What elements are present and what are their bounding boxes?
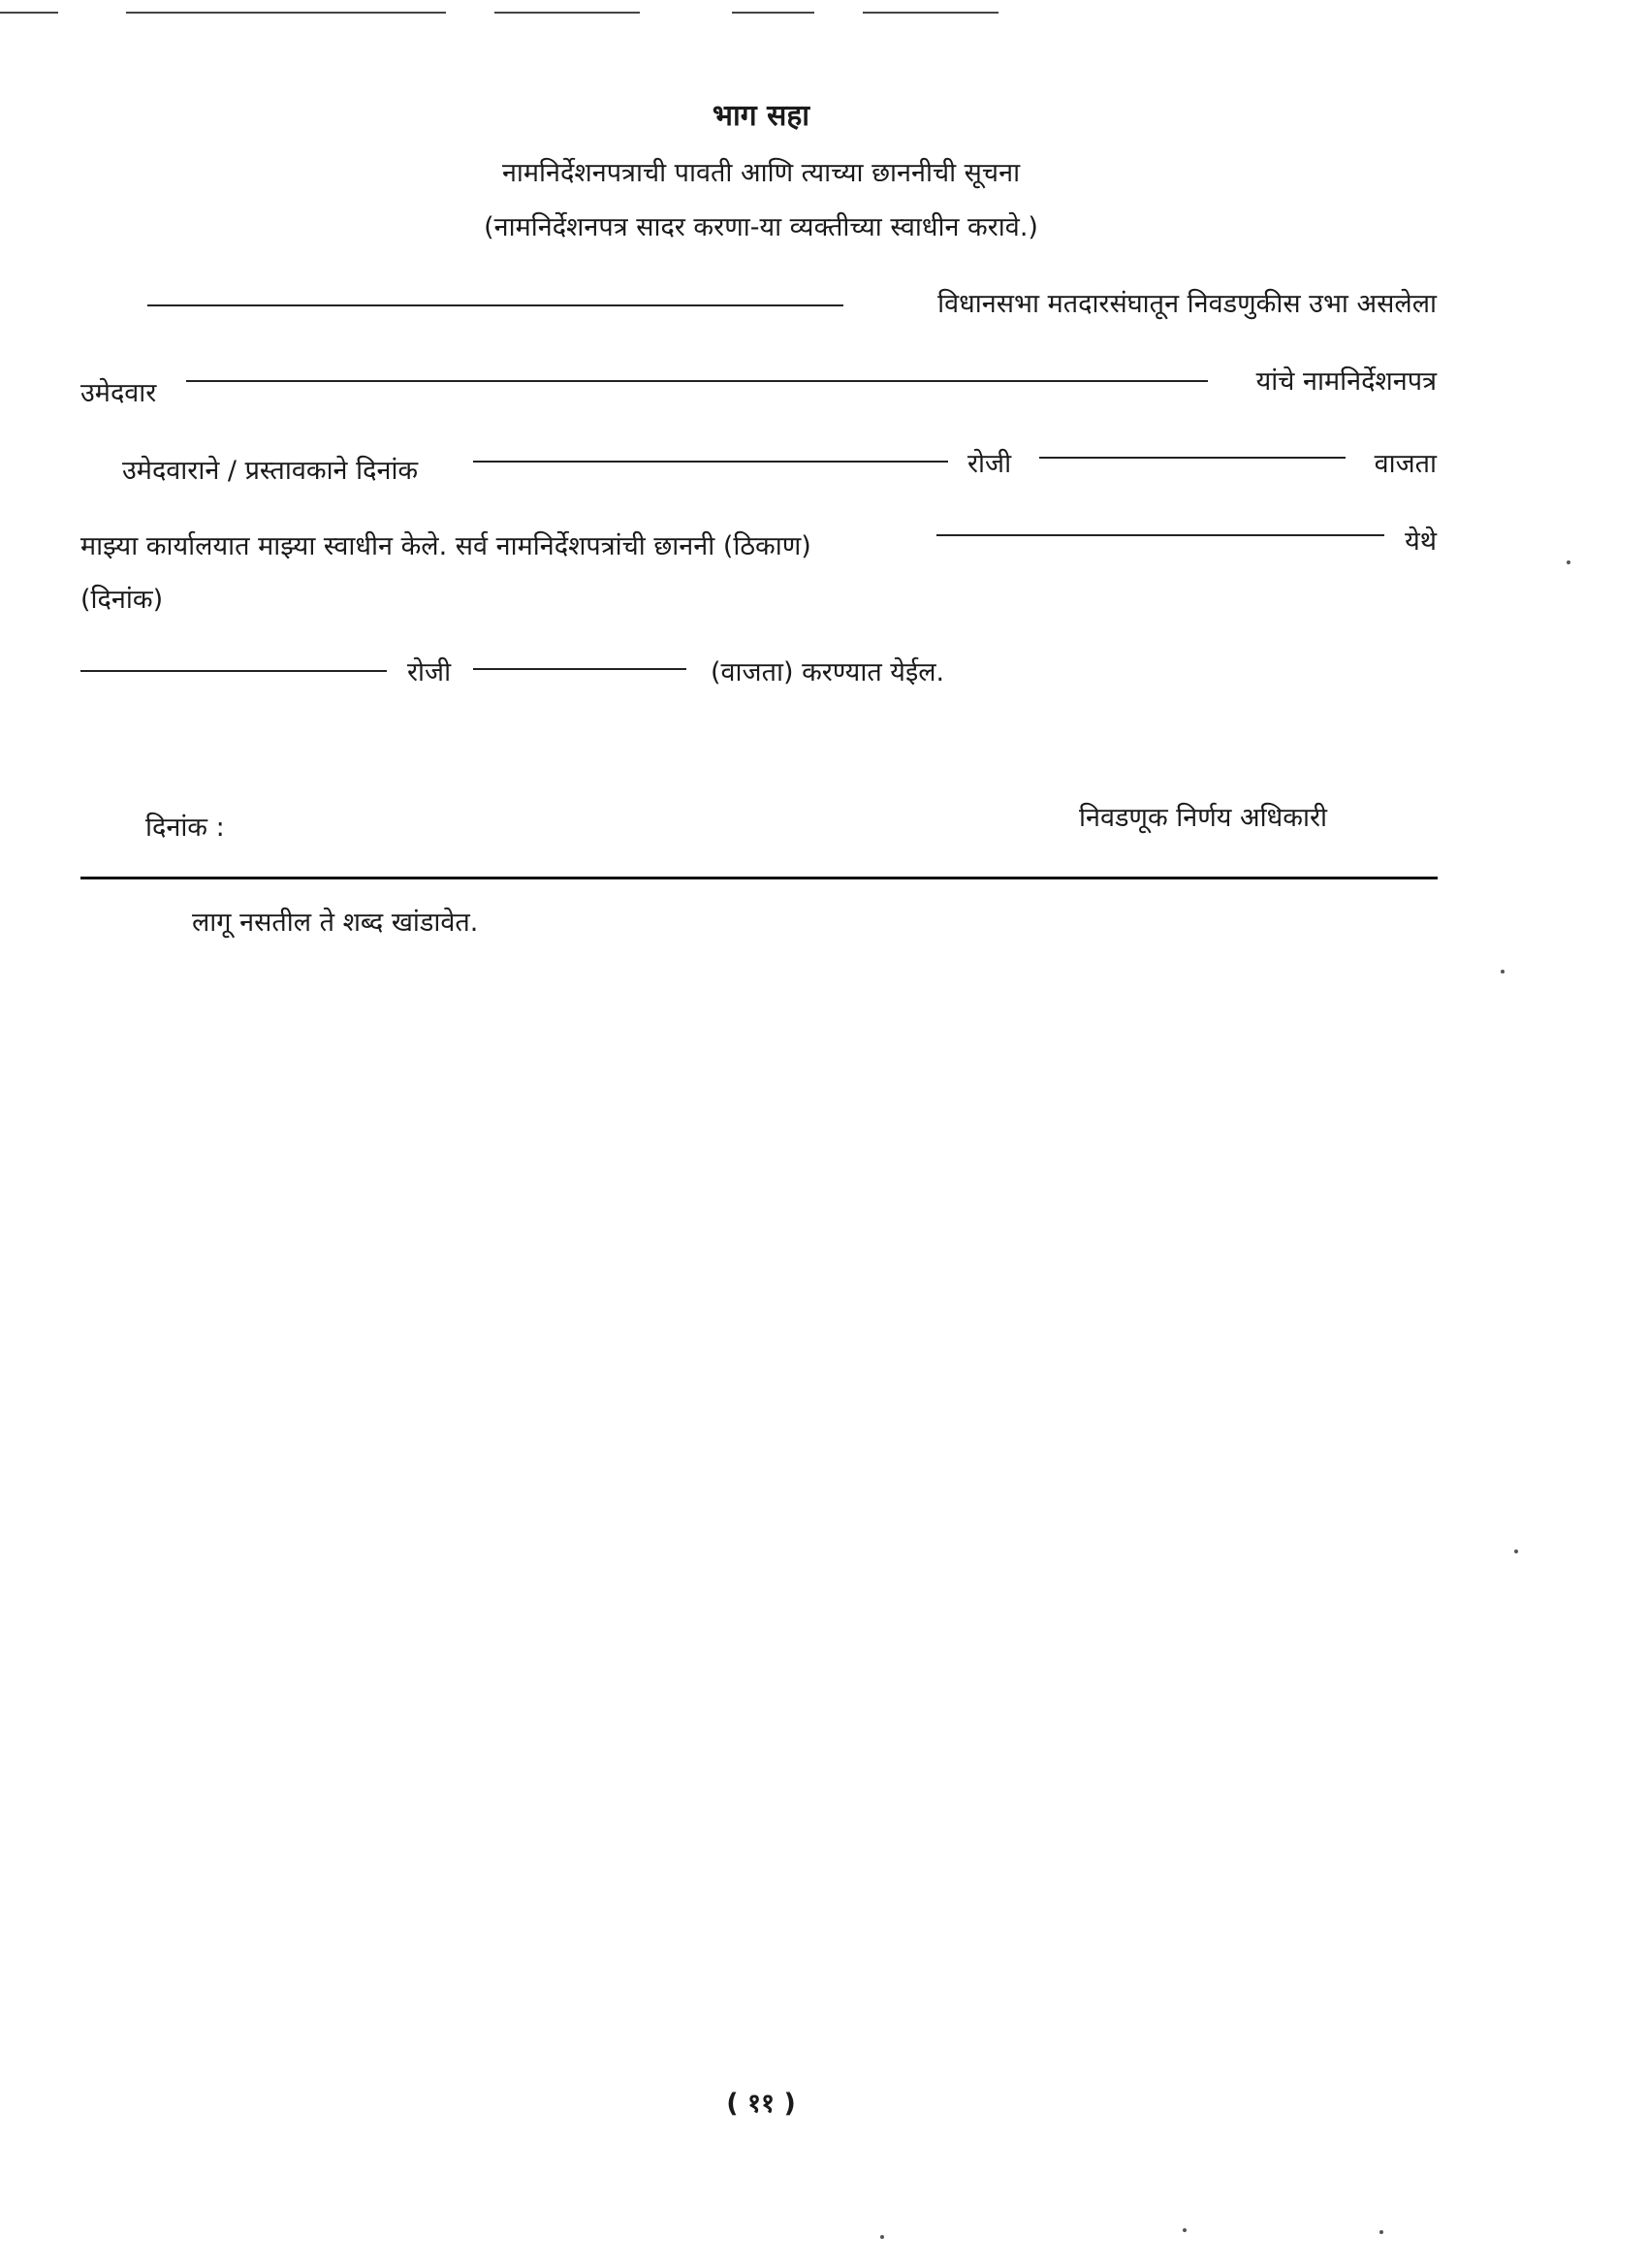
constituency-text: विधानसभा मतदारसंघातून निवडणुकीस उभा असलेला xyxy=(937,289,1437,319)
blank-scrutiny-time[interactable] xyxy=(473,668,686,670)
part-title: भाग सहा xyxy=(712,99,810,133)
returning-officer-label: निवडणूक निर्णय अधिकारी xyxy=(1079,803,1328,833)
top-edge-mark xyxy=(494,12,640,14)
proposer-date-label: उमेदवाराने / प्रस्तावकाने दिनांक xyxy=(122,456,419,486)
blank-candidate-name[interactable] xyxy=(186,380,1208,382)
scan-speck xyxy=(1501,970,1505,974)
form-instruction: (नामनिर्देशनपत्र सादर करणा-या व्यक्तीच्या स्वाधीन करावे.) xyxy=(484,212,1038,242)
blank-scrutiny-place[interactable] xyxy=(936,534,1384,536)
place-suffix: येथे xyxy=(1405,527,1437,557)
top-edge-mark xyxy=(863,12,998,14)
scan-speck xyxy=(880,2235,884,2239)
blank-submission-date[interactable] xyxy=(473,461,948,463)
scrutiny-on-day-label: रोजी xyxy=(407,657,452,687)
blank-scrutiny-date[interactable] xyxy=(80,670,387,672)
scrutiny-suffix: (वाजता) करण्यात येईल. xyxy=(711,657,945,687)
scan-speck xyxy=(1183,2228,1187,2232)
scan-speck xyxy=(1567,560,1570,564)
on-day-label: रोजी xyxy=(967,449,1012,479)
blank-constituency[interactable] xyxy=(147,304,843,306)
candidate-label: उमेदवार xyxy=(80,378,157,408)
top-edge-mark xyxy=(732,12,814,14)
page-number: ( ११ ) xyxy=(726,2089,796,2119)
top-edge-mark xyxy=(126,12,446,14)
date-bracket-label: (दिनांक) xyxy=(80,585,164,615)
scrutiny-place-text: माझ्या कार्यालयात माझ्या स्वाधीन केले. सर्व नामनिर्देशपत्रांची छाननी (ठिकाण) xyxy=(80,531,811,561)
scan-speck xyxy=(1379,2230,1383,2234)
blank-submission-time[interactable] xyxy=(1039,457,1346,459)
footnote: लागू नसतील ते शब्द खांडावेत. xyxy=(192,908,479,938)
nomination-suffix: यांचे नामनिर्देशनपत्र xyxy=(1255,367,1437,397)
form-subtitle: नामनिर्देशनपत्राची पावती आणि त्याच्या छाननीची सूचना xyxy=(501,158,1021,188)
time-suffix: वाजता xyxy=(1374,449,1437,479)
footnote-separator xyxy=(80,877,1438,879)
top-edge-mark xyxy=(0,12,58,14)
date-label: दिनांक : xyxy=(145,813,225,843)
scan-speck xyxy=(1514,1549,1518,1553)
